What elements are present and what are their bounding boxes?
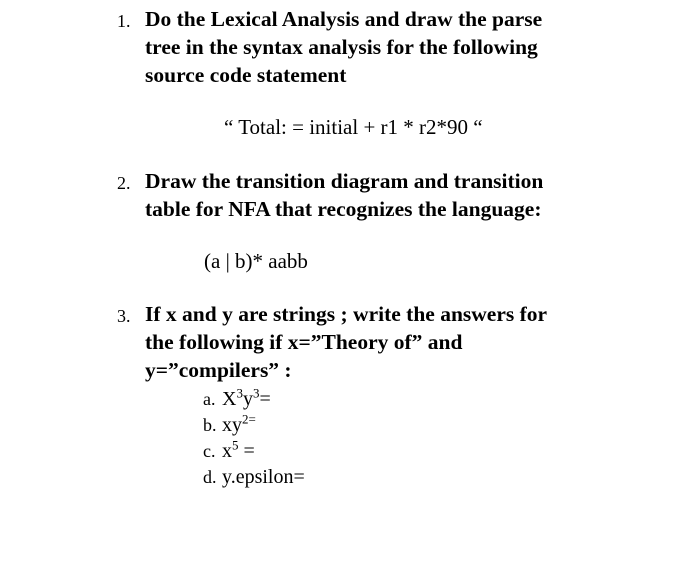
subitem-tail: = xyxy=(259,388,271,410)
subitem-base: X xyxy=(222,388,237,410)
subitem-exponent: 5 xyxy=(232,437,239,453)
question-line: Draw the transition diagram and transition xyxy=(145,169,544,193)
subitem-letter: a. xyxy=(203,389,216,409)
subitem-exponent: 3 xyxy=(236,385,243,401)
question-text xyxy=(145,5,645,89)
question-line: Do the Lexical Analysis and draw the parse xyxy=(145,7,543,31)
subitem-d xyxy=(203,466,305,492)
subitem-tail: = xyxy=(238,440,255,462)
question-line: tree in the syntax analysis for the following xyxy=(145,35,538,59)
subitem-expression xyxy=(222,385,271,411)
question-text xyxy=(145,300,645,384)
subitem-letter: b. xyxy=(203,415,217,435)
subitem-expression xyxy=(222,437,255,463)
subitem-b xyxy=(203,411,305,440)
question-2-expression: (a | b)* aabb xyxy=(204,249,308,273)
subitem-c xyxy=(203,437,305,466)
question-line: source code statement xyxy=(145,63,347,87)
question-1 xyxy=(117,5,677,89)
subitem-letter: c. xyxy=(203,441,216,461)
subitem-base: y.epsilon= xyxy=(222,466,305,488)
subitem-exponent: 3 xyxy=(252,385,260,401)
subitem-base: x xyxy=(222,440,232,462)
question-text xyxy=(145,167,645,223)
question-1-expression: “ Total: = initial + r1 * r2*90 “ xyxy=(224,115,483,139)
subitem-exponent: 2= xyxy=(242,411,256,427)
question-3-subitems xyxy=(203,385,305,492)
question-2 xyxy=(117,167,677,223)
question-line: table for NFA that recognizes the language: xyxy=(145,197,542,221)
subitem-base: y xyxy=(242,388,253,410)
question-number: 3. xyxy=(117,306,131,326)
question-line: If x and y are strings ; write the answers for xyxy=(145,302,548,326)
question-line: y=”compilers” : xyxy=(145,358,292,382)
subitem-letter: d. xyxy=(203,467,217,487)
subitem-a xyxy=(203,385,305,414)
question-number: 2. xyxy=(117,173,131,193)
subitem-base: xy xyxy=(222,414,242,436)
subitem-expression xyxy=(222,466,305,489)
question-3 xyxy=(117,300,677,384)
subitem-expression xyxy=(222,411,256,437)
question-line: the following if x=”Theory of” and xyxy=(145,330,463,354)
question-number: 1. xyxy=(117,11,131,31)
